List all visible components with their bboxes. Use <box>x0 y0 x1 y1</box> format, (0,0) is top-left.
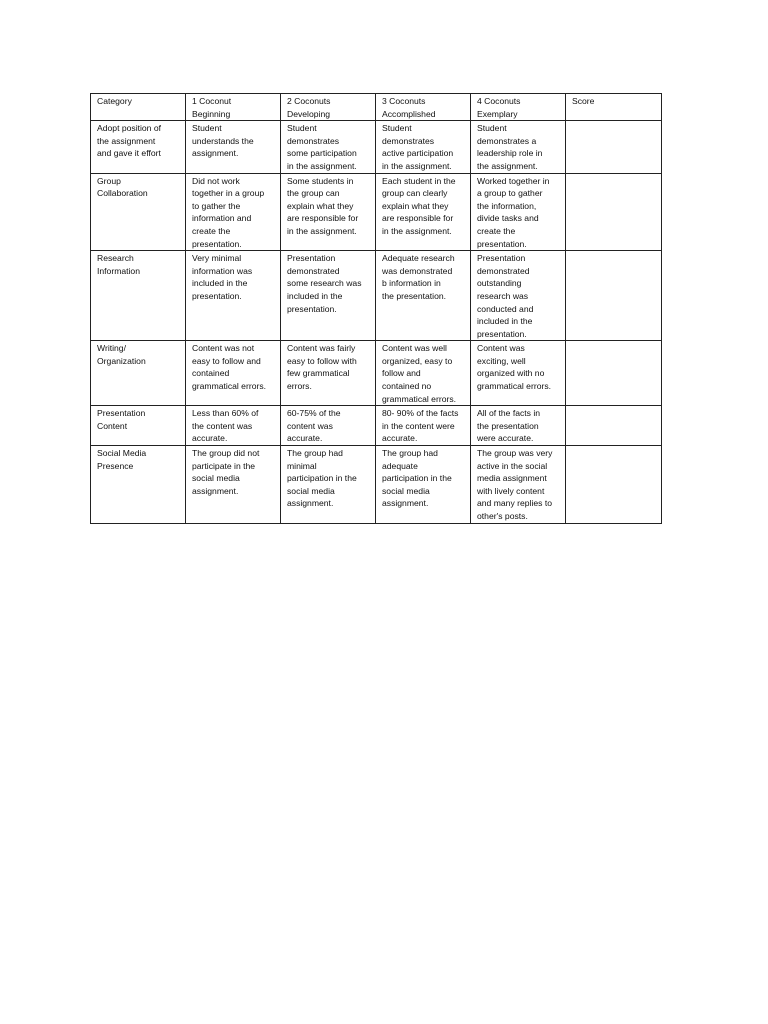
cell-score <box>566 121 662 173</box>
cell-score <box>566 173 662 251</box>
cell-level-1: Did not work together in a group to gather the information and create the presentation. <box>186 173 281 251</box>
row-category: Adopt position of the assignment and gave it effort <box>91 121 186 173</box>
cell-level-2: Student demonstrates some participation in the assignment. <box>281 121 376 173</box>
cell-level-4: Worked together in a group to gather the information, divide tasks and create the presentation. <box>471 173 566 251</box>
cell-level-3: 80- 90% of the facts in the content were accurate. <box>376 406 471 446</box>
cell-level-2: 60-75% of the content was accurate. <box>281 406 376 446</box>
header-score: Score <box>566 94 662 121</box>
row-category: Research Information <box>91 251 186 341</box>
cell-level-1: Student understands the assignment. <box>186 121 281 173</box>
cell-score <box>566 251 662 341</box>
cell-level-4: Content was exciting, well organized with no grammatical errors. <box>471 341 566 406</box>
cell-score <box>566 446 662 524</box>
cell-level-3: Each student in the group can clearly explain what they are responsible for in the assignment. <box>376 173 471 251</box>
cell-level-4: Presentation demonstrated outstanding research was conducted and included in the presentation. <box>471 251 566 341</box>
header-level-1: 1 Coconut Beginning <box>186 94 281 121</box>
row-category: Group Collaboration <box>91 173 186 251</box>
table-row <box>91 446 662 524</box>
cell-level-2: Presentation demonstrated some research was included in the presentation. <box>281 251 376 341</box>
cell-level-1: Content was not easy to follow and contained grammatical errors. <box>186 341 281 406</box>
cell-score <box>566 341 662 406</box>
cell-level-4: All of the facts in the presentation were accurate. <box>471 406 566 446</box>
cell-level-3: Adequate research was demonstrated b information in the presentation. <box>376 251 471 341</box>
header-category: Category <box>91 94 186 121</box>
row-category: Social Media Presence <box>91 446 186 524</box>
cell-level-3: Content was well organized, easy to follow and contained no grammatical errors. <box>376 341 471 406</box>
cell-level-1: Very minimal information was included in the presentation. <box>186 251 281 341</box>
cell-level-1: The group did not participate in the social media assignment. <box>186 446 281 524</box>
header-level-4: 4 Coconuts Exemplary <box>471 94 566 121</box>
cell-level-4: Student demonstrates a leadership role in the assignment. <box>471 121 566 173</box>
header-level-2: 2 Coconuts Developing <box>281 94 376 121</box>
table-row <box>91 121 662 173</box>
table-row <box>91 251 662 341</box>
cell-level-1: Less than 60% of the content was accurate. <box>186 406 281 446</box>
cell-level-4: The group was very active in the social media assignment with lively content and many replies to other's posts. <box>471 446 566 524</box>
table-row <box>91 341 662 406</box>
cell-level-2: The group had minimal participation in the social media assignment. <box>281 446 376 524</box>
cell-level-2: Some students in the group can explain what they are responsible for in the assignment. <box>281 173 376 251</box>
cell-level-2: Content was fairly easy to follow with few grammatical errors. <box>281 341 376 406</box>
table-row <box>91 173 662 251</box>
cell-score <box>566 406 662 446</box>
cell-level-3: Student demonstrates active participation in the assignment. <box>376 121 471 173</box>
table-row <box>91 406 662 446</box>
cell-level-3: The group had adequate participation in the social media assignment. <box>376 446 471 524</box>
rubric-table <box>90 93 662 524</box>
header-row <box>91 94 662 121</box>
row-category: Presentation Content <box>91 406 186 446</box>
row-category: Writing/ Organization <box>91 341 186 406</box>
header-level-3: 3 Coconuts Accomplished <box>376 94 471 121</box>
